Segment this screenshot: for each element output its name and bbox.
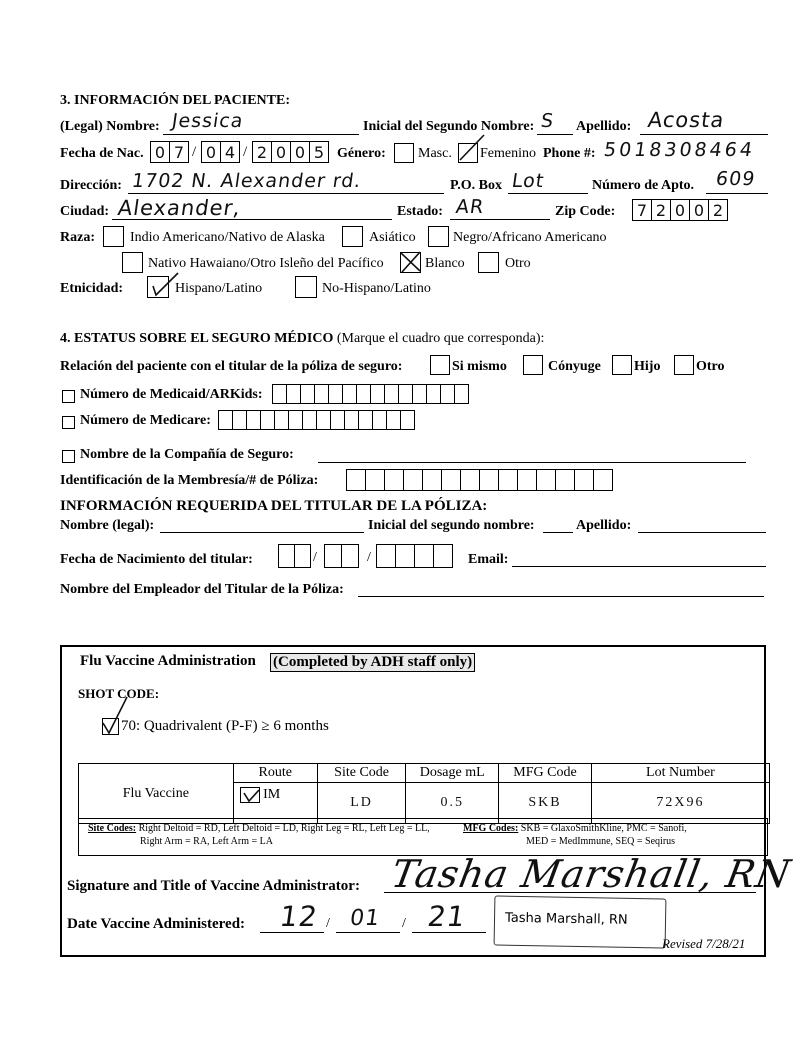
flu-vaccine-row-label: Flu Vaccine — [79, 764, 234, 824]
holder-name-label: Nombre (legal): — [60, 518, 155, 533]
address-field[interactable]: 1702 N. Alexander rd. — [130, 170, 363, 192]
insurance-section-note: (Marque el cuadro que corresponda): — [336, 331, 545, 346]
holder-dob-month-boxes[interactable] — [278, 544, 310, 568]
address-line — [128, 193, 444, 194]
apt-line — [706, 193, 768, 194]
insurance-section-title: 4. ESTATUS SOBRE EL SEGURO MÉDICO — [60, 331, 334, 346]
state-label: Estado: — [397, 204, 443, 219]
holder-email-label: Email: — [468, 552, 509, 567]
mfg-code-header: MFG Code — [499, 764, 592, 783]
race-asian-checkbox[interactable] — [342, 226, 363, 247]
mfg-codes-line2: MED = MedImmune, SEQ = Seqirus — [526, 836, 676, 847]
dob-year-boxes[interactable] — [252, 141, 328, 163]
dob-day-boxes[interactable] — [201, 141, 239, 163]
mfg-codes-legend — [463, 823, 687, 834]
gender-label: Género: — [337, 146, 386, 161]
apt-label: Número de Apto. — [592, 178, 695, 193]
ethnicity-label: Etnicidad: — [60, 281, 124, 296]
relation-self-checkbox[interactable] — [430, 355, 450, 375]
member-id-label: Identificación de la Membresía/# de Póliza: — [60, 473, 319, 488]
zip-digit: 0 — [670, 199, 690, 221]
phone-field[interactable]: 5018308464 — [602, 139, 757, 161]
race-pacific-label: Nativo Hawaiano/Otro Isleño del Pacífico — [148, 256, 384, 271]
relation-spouse-label: Cónyuge — [548, 359, 601, 374]
race-white-checkbox[interactable] — [400, 252, 421, 273]
revised-note: Revised 7/28/21 — [662, 936, 746, 951]
route-header: Route — [233, 764, 317, 783]
name-field[interactable]: Jessica — [170, 110, 246, 132]
shot-code-checkbox[interactable] — [102, 718, 119, 735]
relation-label: Relación del paciente con el titular de la póliza de seguro: — [60, 359, 403, 374]
po-box-label: P.O. Box — [450, 178, 502, 193]
medicaid-number-boxes[interactable] — [272, 384, 468, 404]
dob-separator: / — [243, 144, 248, 160]
patient-section-title: 3. INFORMACIÓN DEL PACIENTE: — [60, 93, 290, 108]
address-label: Dirección: — [60, 178, 122, 193]
ethnicity-non-hispanic-checkbox[interactable] — [295, 276, 317, 298]
name-line — [163, 134, 359, 135]
stamp-text: Tasha Marshall, RN — [504, 910, 628, 928]
dob-year-digit: 0 — [271, 141, 291, 163]
member-id-boxes[interactable] — [346, 469, 612, 491]
site-code-header: Site Code — [317, 764, 406, 783]
zip-label: Zip Code: — [555, 204, 616, 219]
mfg-codes-label: MFG Codes: — [463, 823, 519, 834]
mfg-code-field[interactable]: SKB — [499, 783, 592, 824]
lot-number-field[interactable]: 72X96 — [591, 783, 769, 824]
dob-month-digit: 7 — [169, 141, 189, 163]
name-stamp — [494, 896, 667, 949]
zip-digit: 7 — [632, 199, 652, 221]
dob-month-digit: 0 — [150, 141, 170, 163]
insurance-company-field[interactable] — [318, 462, 746, 463]
check-icon — [241, 788, 261, 804]
race-white-label: Blanco — [425, 256, 465, 271]
race-other-label: Otro — [505, 256, 531, 271]
holder-dob-day-boxes[interactable] — [324, 544, 358, 568]
middle-initial-label: Inicial del Segundo Nombre: — [363, 119, 535, 134]
holder-name-field[interactable] — [160, 532, 364, 533]
shot-code-option: 70: Quadrivalent (P-F) ≥ 6 months — [121, 718, 329, 734]
date-label: Date Vaccine Administered: — [67, 916, 246, 932]
signature-label: Signature and Title of Vaccine Administrator: — [67, 878, 360, 894]
race-native-american-checkbox[interactable] — [103, 226, 124, 247]
insurance-company-checkbox[interactable] — [62, 450, 75, 463]
holder-dob-separator: / — [313, 550, 317, 565]
relation-child-label: Hijo — [634, 359, 661, 374]
signature-field[interactable]: Tasha Marshall, RN — [388, 852, 795, 896]
shot-code-label: SHOT CODE: — [78, 686, 160, 701]
date-year-field[interactable]: 21 — [425, 900, 468, 933]
dob-year-digit: 5 — [309, 141, 329, 163]
holder-email-field[interactable] — [512, 566, 766, 567]
date-month-field[interactable]: 12 — [277, 900, 320, 933]
date-separator: / — [402, 916, 406, 931]
site-codes-label: Site Codes: — [88, 823, 137, 834]
gender-female-checkbox[interactable] — [458, 143, 478, 163]
medicare-number-boxes[interactable] — [218, 410, 414, 430]
holder-middle-field[interactable] — [543, 532, 573, 533]
employer-field[interactable] — [358, 596, 764, 597]
middle-initial-line — [537, 134, 573, 135]
date-day-line — [336, 932, 400, 933]
date-day-field[interactable]: 01 — [348, 906, 382, 931]
dob-year-digit: 0 — [290, 141, 310, 163]
mfg-codes-line1: SKB = GlaxoSmithKline, PMC = Sanofi, — [520, 823, 687, 834]
site-codes-legend — [88, 823, 430, 834]
medicare-checkbox[interactable] — [62, 416, 75, 429]
state-field[interactable]: AR — [454, 196, 486, 218]
race-label: Raza: — [60, 230, 95, 245]
dosage-field[interactable]: 0.5 — [406, 783, 499, 824]
dob-day-digit: 0 — [201, 141, 221, 163]
gender-male-checkbox[interactable] — [394, 143, 414, 163]
relation-self-label: Si mismo — [452, 359, 507, 374]
last-name-label: Apellido: — [576, 119, 632, 134]
city-field[interactable]: Alexander, — [116, 196, 243, 220]
relation-spouse-checkbox[interactable] — [523, 355, 543, 375]
medicaid-checkbox[interactable] — [62, 390, 75, 403]
zip-boxes[interactable] — [632, 199, 727, 221]
race-pacific-checkbox[interactable] — [122, 252, 143, 273]
route-checkbox[interactable] — [240, 787, 260, 803]
last-name-field[interactable]: Acosta — [646, 108, 727, 132]
insurance-company-label: Nombre de la Compañía de Seguro: — [80, 447, 294, 462]
ethnicity-hispanic-label: Hispano/Latino — [175, 281, 263, 296]
po-box-line — [508, 193, 588, 194]
dob-label: Fecha de Nac. — [60, 146, 144, 161]
holder-middle-label: Inicial del segundo nombre: — [368, 518, 535, 533]
employer-label: Nombre del Empleador del Titular de la Póliza: — [60, 582, 344, 597]
dob-separator: / — [192, 144, 197, 160]
ethnicity-non-hispanic-label: No-Hispano/Latino — [322, 281, 431, 296]
insurance-section-header — [60, 331, 544, 347]
zip-digit: 0 — [689, 199, 709, 221]
site-codes-line2: Right Arm = RA, Left Arm = LA — [140, 836, 273, 847]
relation-other-label: Otro — [696, 359, 725, 374]
last-name-line — [640, 134, 768, 135]
holder-dob-year-boxes[interactable] — [376, 544, 452, 568]
lot-number-header: Lot Number — [591, 764, 769, 783]
holder-dob-separator: / — [367, 550, 371, 565]
gender-male-label: Masc. — [418, 146, 452, 161]
holder-last-field[interactable] — [638, 532, 766, 533]
race-native-american-label: Indio Americano/Nativo de Alaska — [130, 230, 325, 245]
ethnicity-hispanic-checkbox[interactable] — [147, 276, 169, 298]
race-black-label: Negro/Africano Americano — [453, 230, 607, 245]
site-codes-line1: Right Deltoid = RD, Left Deltoid = LD, Right Leg = RL, Left Leg = LL, — [138, 823, 430, 834]
route-value: IM — [263, 787, 281, 803]
zip-digit: 2 — [708, 199, 728, 221]
vaccine-table — [78, 763, 770, 824]
state-line — [450, 219, 550, 220]
check-icon — [398, 249, 424, 275]
medicare-label: Número de Medicare: — [80, 413, 211, 428]
holder-dob-label: Fecha de Nacimiento del titular: — [60, 552, 253, 567]
race-black-checkbox[interactable] — [428, 226, 449, 247]
holder-section-title: INFORMACIÓN REQUERIDA DEL TITULAR DE LA PÓLIZA: — [60, 498, 488, 514]
middle-initial-field[interactable]: S — [539, 110, 556, 132]
site-code-field[interactable]: LD — [317, 783, 406, 824]
gender-female-label: Femenino — [480, 146, 536, 161]
race-asian-label: Asiático — [369, 230, 416, 245]
po-box-field[interactable]: Lot — [510, 170, 546, 192]
zip-digit: 2 — [651, 199, 671, 221]
flu-title: Flu Vaccine Administration — [80, 653, 256, 669]
date-separator: / — [326, 916, 330, 931]
medicaid-label: Número de Medicaid/ARKids: — [80, 387, 263, 402]
name-label: (Legal) Nombre: — [60, 119, 160, 134]
phone-label: Phone #: — [543, 146, 596, 161]
dosage-header: Dosage mL — [406, 764, 499, 783]
city-label: Ciudad: — [60, 204, 110, 219]
dob-month-boxes[interactable] — [150, 141, 188, 163]
dob-year-digit: 2 — [252, 141, 272, 163]
relation-child-checkbox[interactable] — [612, 355, 632, 375]
race-other-checkbox[interactable] — [478, 252, 499, 273]
dob-day-digit: 4 — [220, 141, 240, 163]
apt-field[interactable]: 609 — [714, 168, 757, 190]
flu-staff-only: (Completed by ADH staff only) — [270, 653, 475, 672]
relation-other-checkbox[interactable] — [674, 355, 694, 375]
holder-last-label: Apellido: — [576, 518, 632, 533]
